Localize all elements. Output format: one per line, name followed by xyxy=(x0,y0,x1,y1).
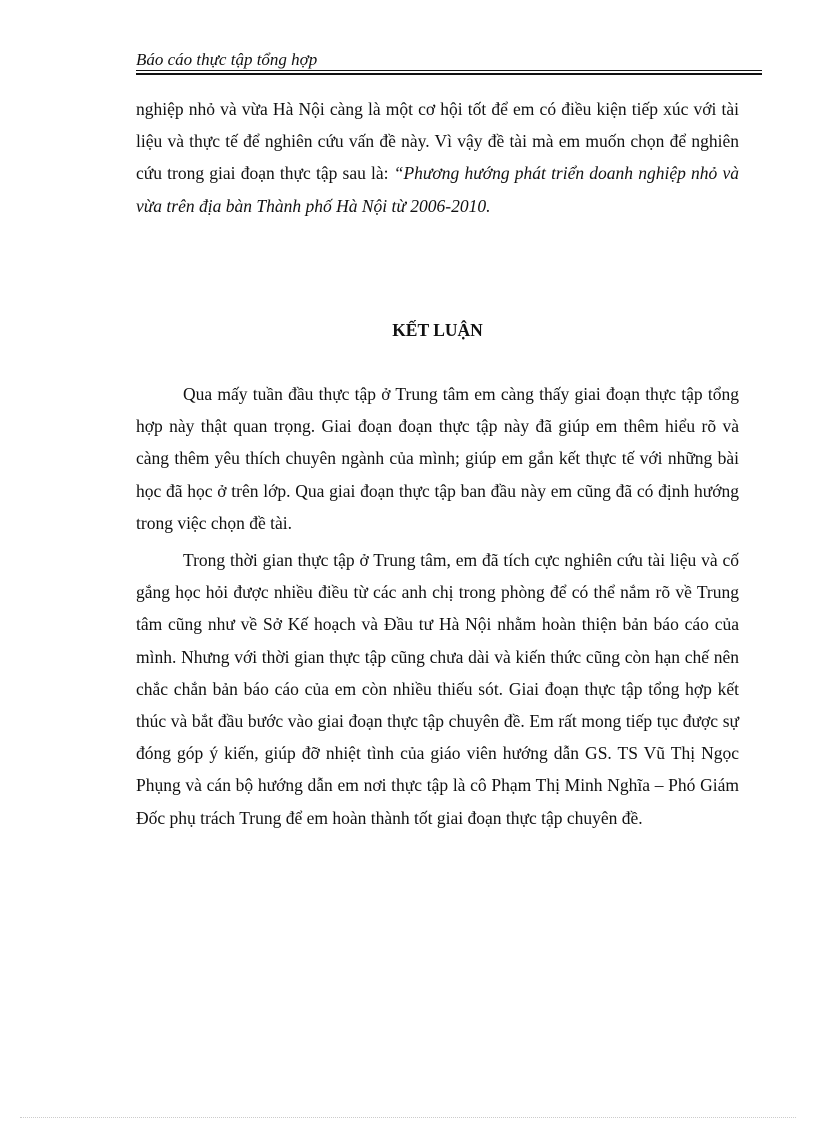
intro-section xyxy=(136,93,739,222)
conclusion-title: KẾT LUẬN xyxy=(392,320,483,340)
conclusion-paragraph-1: Qua mấy tuần đầu thực tập ở Trung tâm em càng thấy giai đoạn thực tập tổng hợp này thật quan trọng. Giai đoạn đoạn thực tập này đã giúp em thêm hiểu rõ và càng thêm yêu thích chuyên ngành của mình; giúp em gắn kết thực tế với những bài học đã học ở trên lớp. Qua giai đoạn thực tập ban đầu này em cũng đã có định hướng trong việc chọn đề tài. xyxy=(136,384,739,533)
intro-text: nghiệp nhỏ và vừa Hà Nội càng là một cơ hội tốt để em có điều kiện tiếp xúc với tài liệu và thực tế để nghiên cứu vấn đề này. Vì vậy đề tài mà em muốn chọn để nghiên cứu trong giai đoạn thực tập sau là: xyxy=(136,99,739,184)
header-rule xyxy=(136,70,762,71)
header-title: Báo cáo thực tập tổng hợp xyxy=(136,50,318,69)
page-header xyxy=(136,49,762,73)
conclusion-paragraph-2: Trong thời gian thực tập ở Trung tâm, em đã tích cực nghiên cứu tài liệu và cố gắng học hỏi được nhiều điều từ các anh chị trong phòng để có thể nắm rõ về Trung tâm cũng như về Sở Kế hoạch và Đầu tư Hà Nội nhằm hoàn thiện bản báo cáo của mình. Nhưng với thời gian thực tập cũng chưa dài và kiến thức cũng còn hạn chế nên chắc chắn bản báo cáo của em còn nhiều thiếu sót. Giai đoạn thực tập tổng hợp kết thúc và bắt đầu bước vào giai đoạn thực tập chuyên đề. Em rất mong tiếp tục được sự đóng góp ý kiến, giúp đỡ nhiệt tình của giáo viên hướng dẫn GS. TS Vũ Thị Ngọc Phụng và cán bộ hướng dẫn em nơi thực tập là cô Phạm Thị Minh Nghĩa – Phó Giám Đốc phụ trách Trung để em hoàn thành tốt giai đoạn thực tập chuyên đề. xyxy=(136,550,739,828)
intro-quote: “Phương hướng phát triển doanh nghiệp nhỏ và vừa trên địa bàn Thành phố Hà Nội từ 2006-2010. xyxy=(136,163,739,216)
intro-paragraph xyxy=(136,93,739,222)
conclusion-section xyxy=(136,378,739,839)
page-bottom-border xyxy=(20,1117,796,1118)
header-rule-thick xyxy=(136,73,762,75)
